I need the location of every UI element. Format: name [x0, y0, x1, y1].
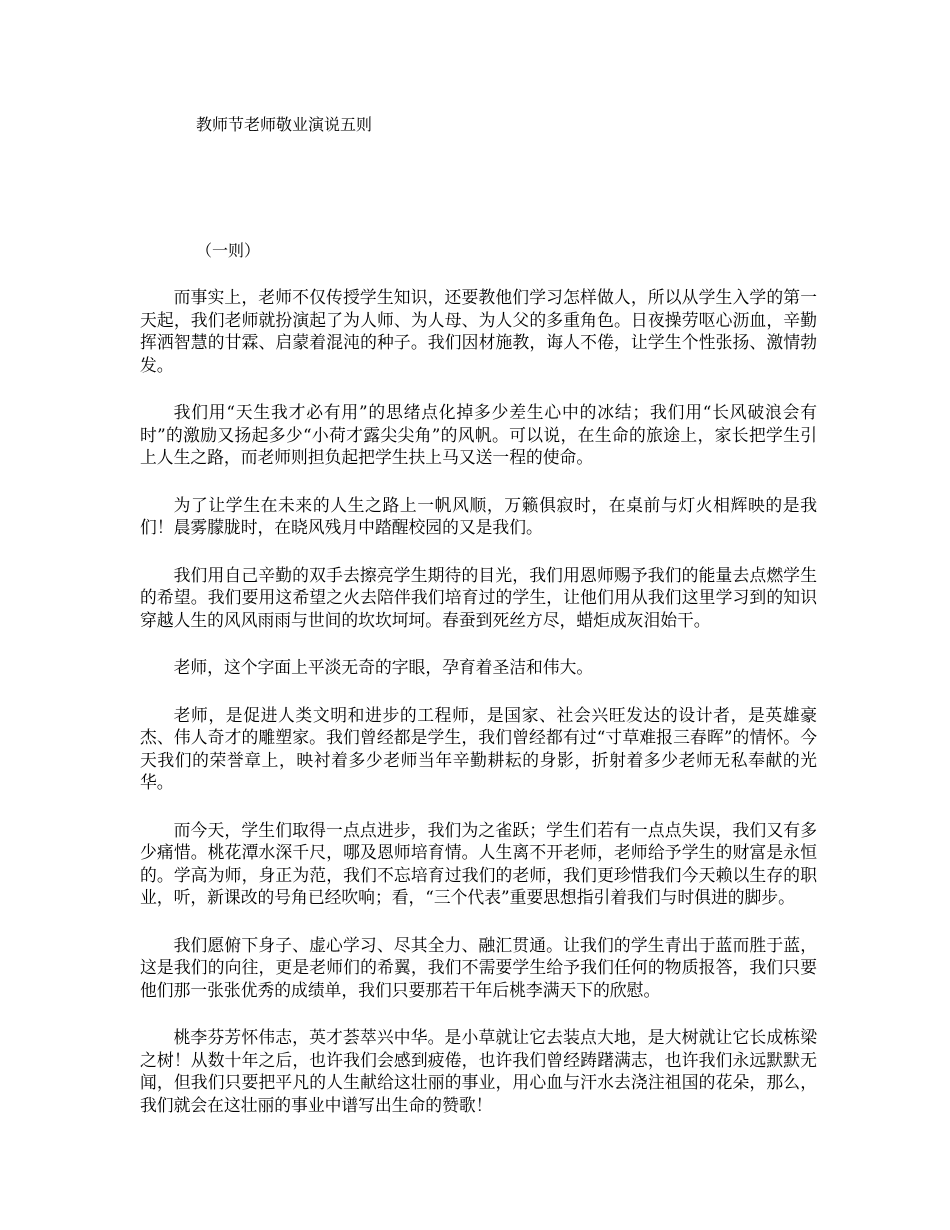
paragraph: 我们用“天生我才必有用”的思绪点化掉多少差生心中的冰结；我们用“长风破浪会有时”的激励又扬起多少“小荷才露尖尖角”的风帆。可以说，在生命的旅途上，家长把学生引上人生之路，而老师则担负起把学生扶上马又送一程的使命。 [140, 402, 817, 467]
section-label: （一则） [196, 241, 261, 260]
paragraph: 老师，是促进人类文明和进步的工程师，是国家、社会兴旺发达的设计者，是英雄豪杰、伟人奇才的雕塑家。我们曾经都是学生，我们曾经都有过“寸草难报三春晖”的情怀。今天我们的荣誉章上，映衬着多少老师当年辛勤耕耘的身影，折射着多少老师无私奉献的光华。 [140, 704, 817, 792]
paragraph: 为了让学生在未来的人生之路上一帆风顺，万籁俱寂时，在桌前与灯火相辉映的是我们！晨雾朦胧时，在晓风残月中踏醒校园的又是我们。 [140, 494, 817, 537]
paragraph: 我们用自己辛勤的双手去擦亮学生期待的目光，我们用恩师赐予我们的能量去点燃学生的希望。我们要用这希望之火去陪伴我们培育过的学生，让他们用从我们这里学习到的知识穿越人生的风风雨雨与世间的坎坎坷坷。春蚕到死丝方尽，蜡炬成灰泪始干。 [140, 564, 817, 630]
document-body [140, 286, 817, 1141]
paragraph: 我们愿俯下身子、虚心学习、尽其全力、融汇贯通。让我们的学生青出于蓝而胜于蓝，这是我们的向往，更是老师们的希翼，我们不需要学生给予我们任何的物质报答，我们只要他们那一张张优秀的成绩单，我们只要那若干年后桃李满天下的欣慰。 [140, 934, 817, 1000]
paragraph: 老师，这个字面上平淡无奇的字眼，孕育着圣洁和伟大。 [173, 657, 594, 677]
paragraph: 桃李芬芳怀伟志，英才荟萃兴中华。是小草就让它去装点大地，是大树就让它长成栋梁之树！从数十年之后，也许我们会感到疲倦，也许我们曾经踌躇满志，也许我们永远默默无闻，但我们只要把平凡的人生献给这壮丽的事业，用心血与汗水去浇注祖国的花朵，那么，我们就会在这壮丽的事业中谱写出生命的赞歌！ [140, 1027, 817, 1115]
paragraph: 而事实上，老师不仅传授学生知识，还要教他们学习怎样做人，所以从学生入学的第一天起，我们老师就扮演起了为人师、为人母、为人父的多重角色。日夜操劳呕心沥血，辛勤挥洒智慧的甘霖、启蒙着混沌的种子。我们因材施教，诲人不倦，让学生个性张扬、激情勃发。 [140, 287, 817, 375]
document-title: 教师节老师敬业演说五则 [196, 115, 373, 134]
paragraph: 而今天，学生们取得一点点进步，我们为之雀跃；学生们若有一点点失误，我们又有多少痛惜。桃花潭水深千尺，哪及恩师培育情。人生离不开老师，老师给予学生的财富是永恒的。学高为师，身正为范，我们不忘培育过我们的老师，我们更珍惜我们今天赖以生存的职业，听，新课改的号角已经吹响；看，“三个代表”重要思想指引着我们与时俱进的脚步。 [140, 819, 817, 907]
